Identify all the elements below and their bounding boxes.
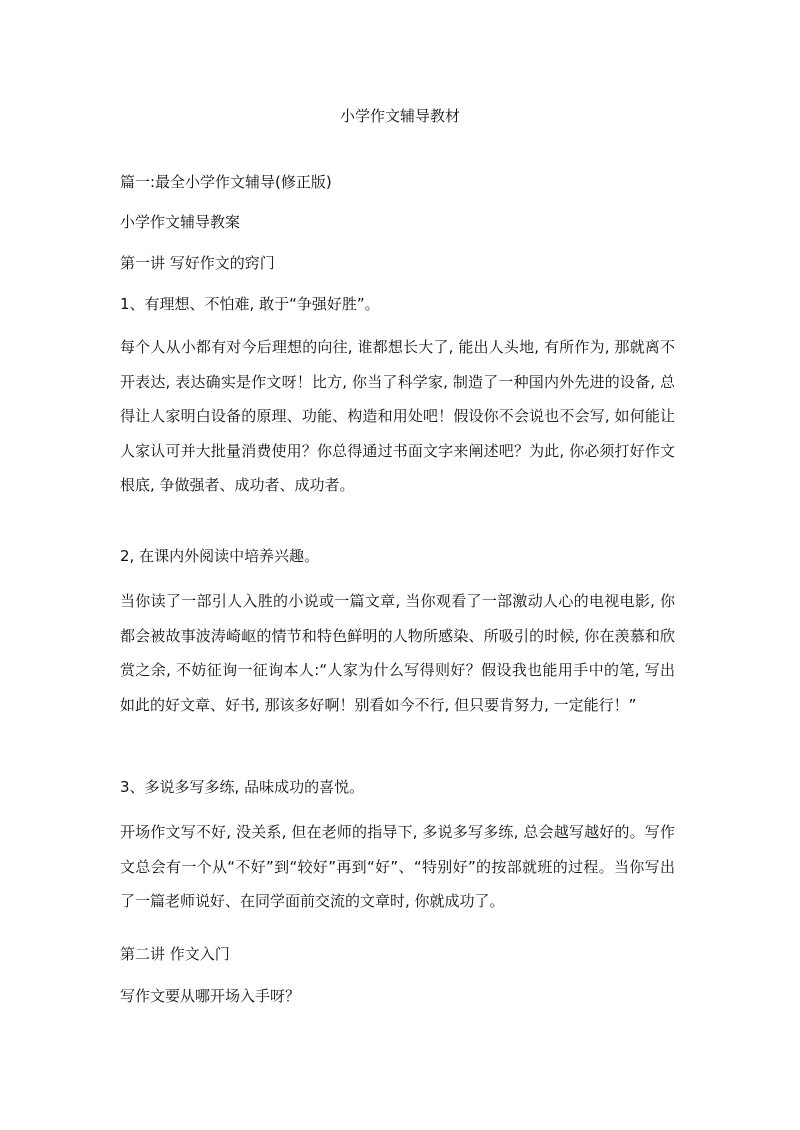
heading-lesson-plan: 小学作文辅导教案 bbox=[120, 213, 241, 231]
heading-lecture-two: 第二讲 作文入门 bbox=[120, 945, 230, 963]
paragraph-one: 每个人从小都有对今后理想的向往, 谁都想长大了, 能出人头地, 有所作为, 那就离不开表达, 表达确实是作文呀！比方, 你当了科学家, 制造了一种国内外先进的设备, 总得让人家明白设备的原理、功能、构造和用处吧！假设你不会说也不会写, 如何能让人家认可并大批量消费使用？你总得通过书面文字来阐述吧？为此, 你必须打好作文根底, 争做强者、成功者、成功者。 bbox=[120, 338, 675, 495]
question-line: 写作文要从哪开场入手呀？ bbox=[120, 987, 301, 1005]
heading-lecture-one: 第一讲 写好作文的窍门 bbox=[120, 254, 275, 272]
point-two: 2, 在课内外阅读中培养兴趣。 bbox=[120, 547, 320, 565]
heading-article-one: 篇一:最全小学作文辅导(修正版) bbox=[120, 173, 332, 191]
document-title: 小学作文辅导教材 bbox=[339, 107, 460, 125]
point-three: 3、多说多写多练, 品味成功的喜悦。 bbox=[120, 778, 365, 796]
paragraph-three: 开场作文写不好, 没关系, 但在老师的指导下, 多说多写多练, 总会越写越好的。写作文总会有一个从“不好”到“较好”再到“好”、“特别好”的按部就班的过程。当你写出了一篇老师说好、在同学面前交流的文章时, 你就成功了。 bbox=[120, 823, 675, 911]
point-one: 1、有理想、不怕难, 敢于“争强好胜”。 bbox=[120, 295, 380, 313]
paragraph-two: 当你读了一部引人入胜的小说或一篇文章, 当你观看了一部激动人心的电视电影, 你都会被故事波涛崎岖的情节和特色鲜明的人物所感染、所吸引的时候, 你在羡慕和欣赏之余, 不妨征询一征询本人:“人家为什么写得则好？假设我也能用手中的笔, 写出如此的好文章、好书, 那该多好啊！别看如今不行, 但只要肯努力, 一定能行！” bbox=[120, 592, 675, 714]
